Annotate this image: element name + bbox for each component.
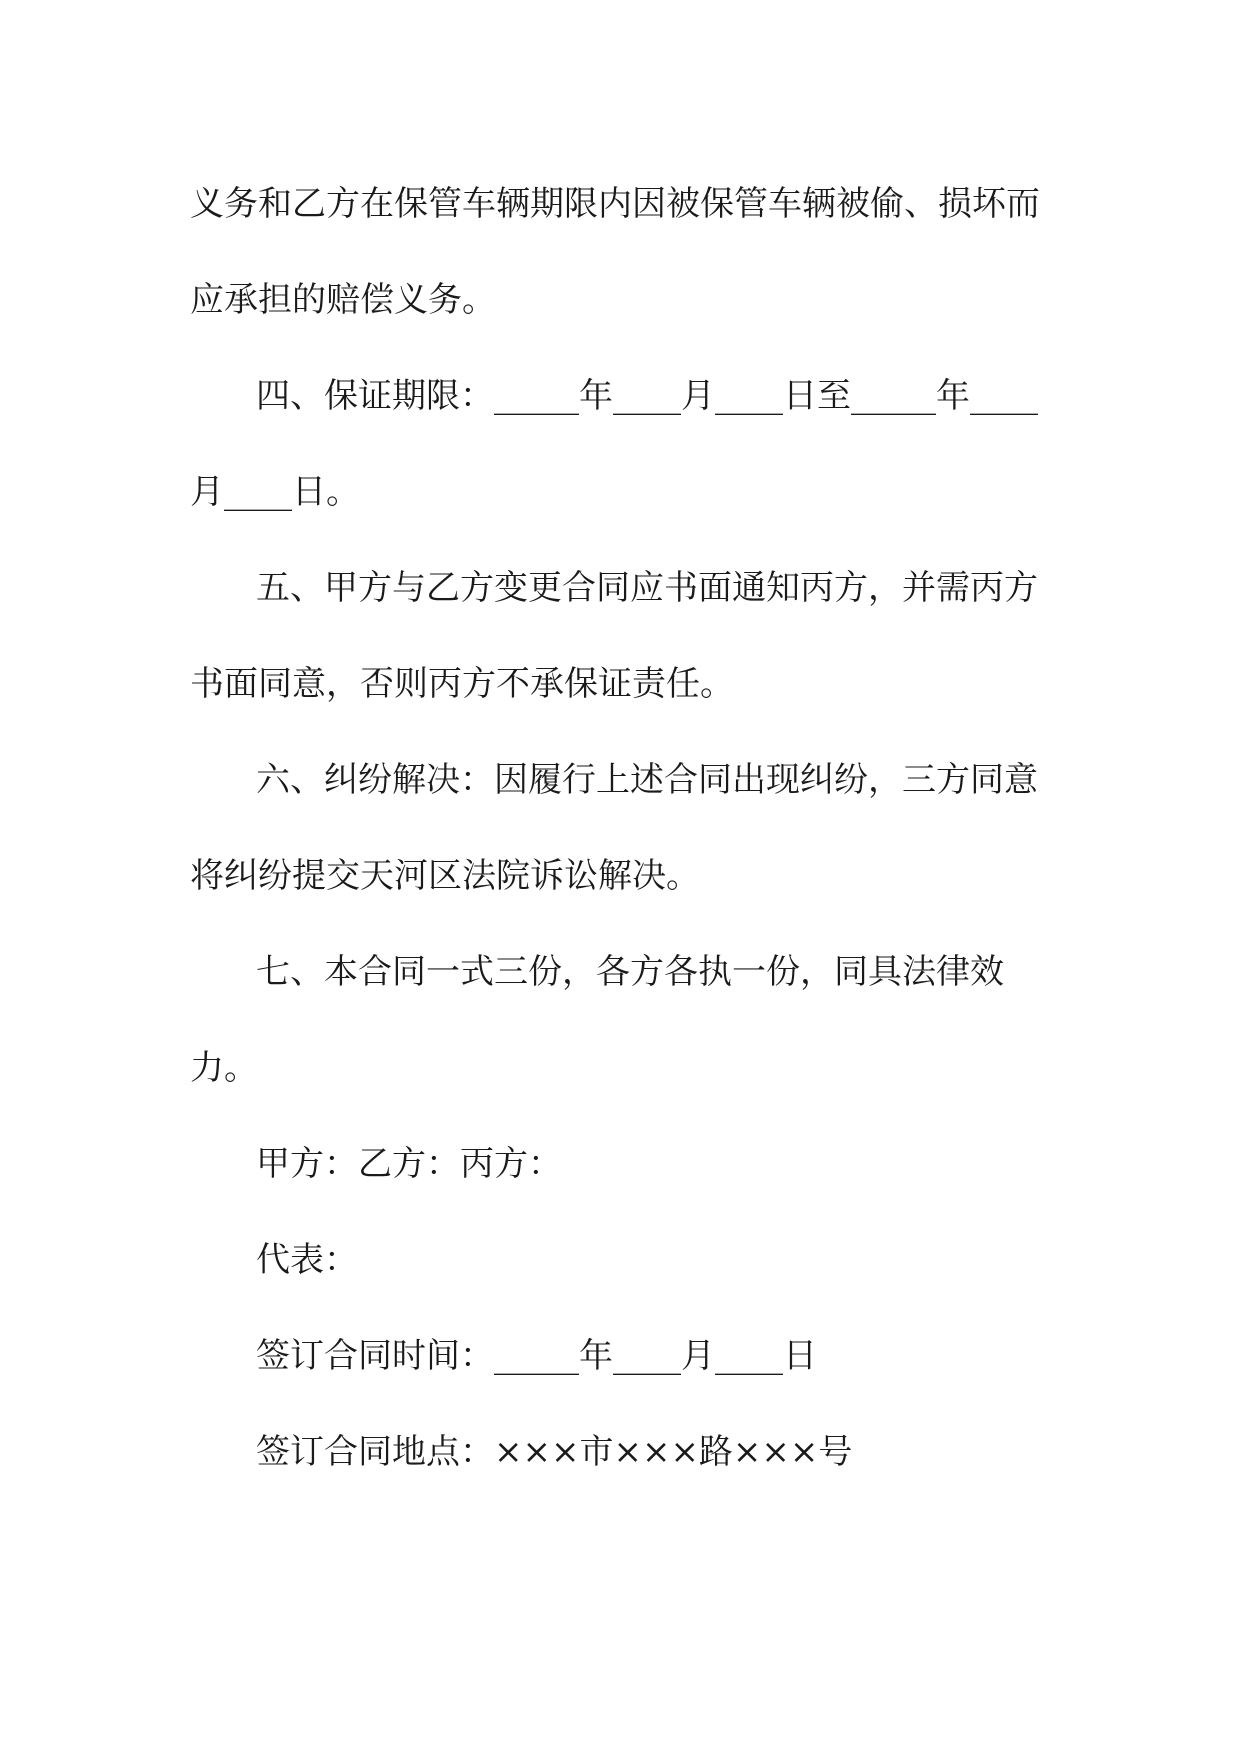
clause-4-guarantee-period-line-1: 四、保证期限：_____年____月____日至_____年____ xyxy=(256,376,1038,416)
clause-5-line-1: 五、甲方与乙方变更合同应书面通知丙方，并需丙方 xyxy=(256,568,1038,608)
clause-7-copies-line-1: 七、本合同一式三份，各方各执一份，同具法律效 xyxy=(256,952,1004,992)
signing-date-line: 签订合同时间：_____年____月____日 xyxy=(256,1336,817,1376)
clause-7-copies-line-2: 力。 xyxy=(190,1048,258,1088)
signing-location-line: 签订合同地点：×××市×××路×××号 xyxy=(256,1432,853,1472)
clause-6-dispute-line-2: 将纠纷提交天河区法院诉讼解决。 xyxy=(190,856,700,896)
clause-6-dispute-line-1: 六、纠纷解决：因履行上述合同出现纠纷，三方同意 xyxy=(256,760,1038,800)
parties-signature-line: 甲方：乙方：丙方： xyxy=(256,1144,562,1184)
clause-4-guarantee-period-line-2: 月____日。 xyxy=(190,472,360,512)
clause-3-continuation-line-2: 应承担的赔偿义务。 xyxy=(190,280,496,320)
representative-line: 代表： xyxy=(256,1240,358,1280)
clause-3-continuation-line-1: 义务和乙方在保管车辆期限内因被保管车辆被偷、损坏而 xyxy=(190,184,1040,224)
clause-5-line-2: 书面同意，否则丙方不承保证责任。 xyxy=(190,664,734,704)
